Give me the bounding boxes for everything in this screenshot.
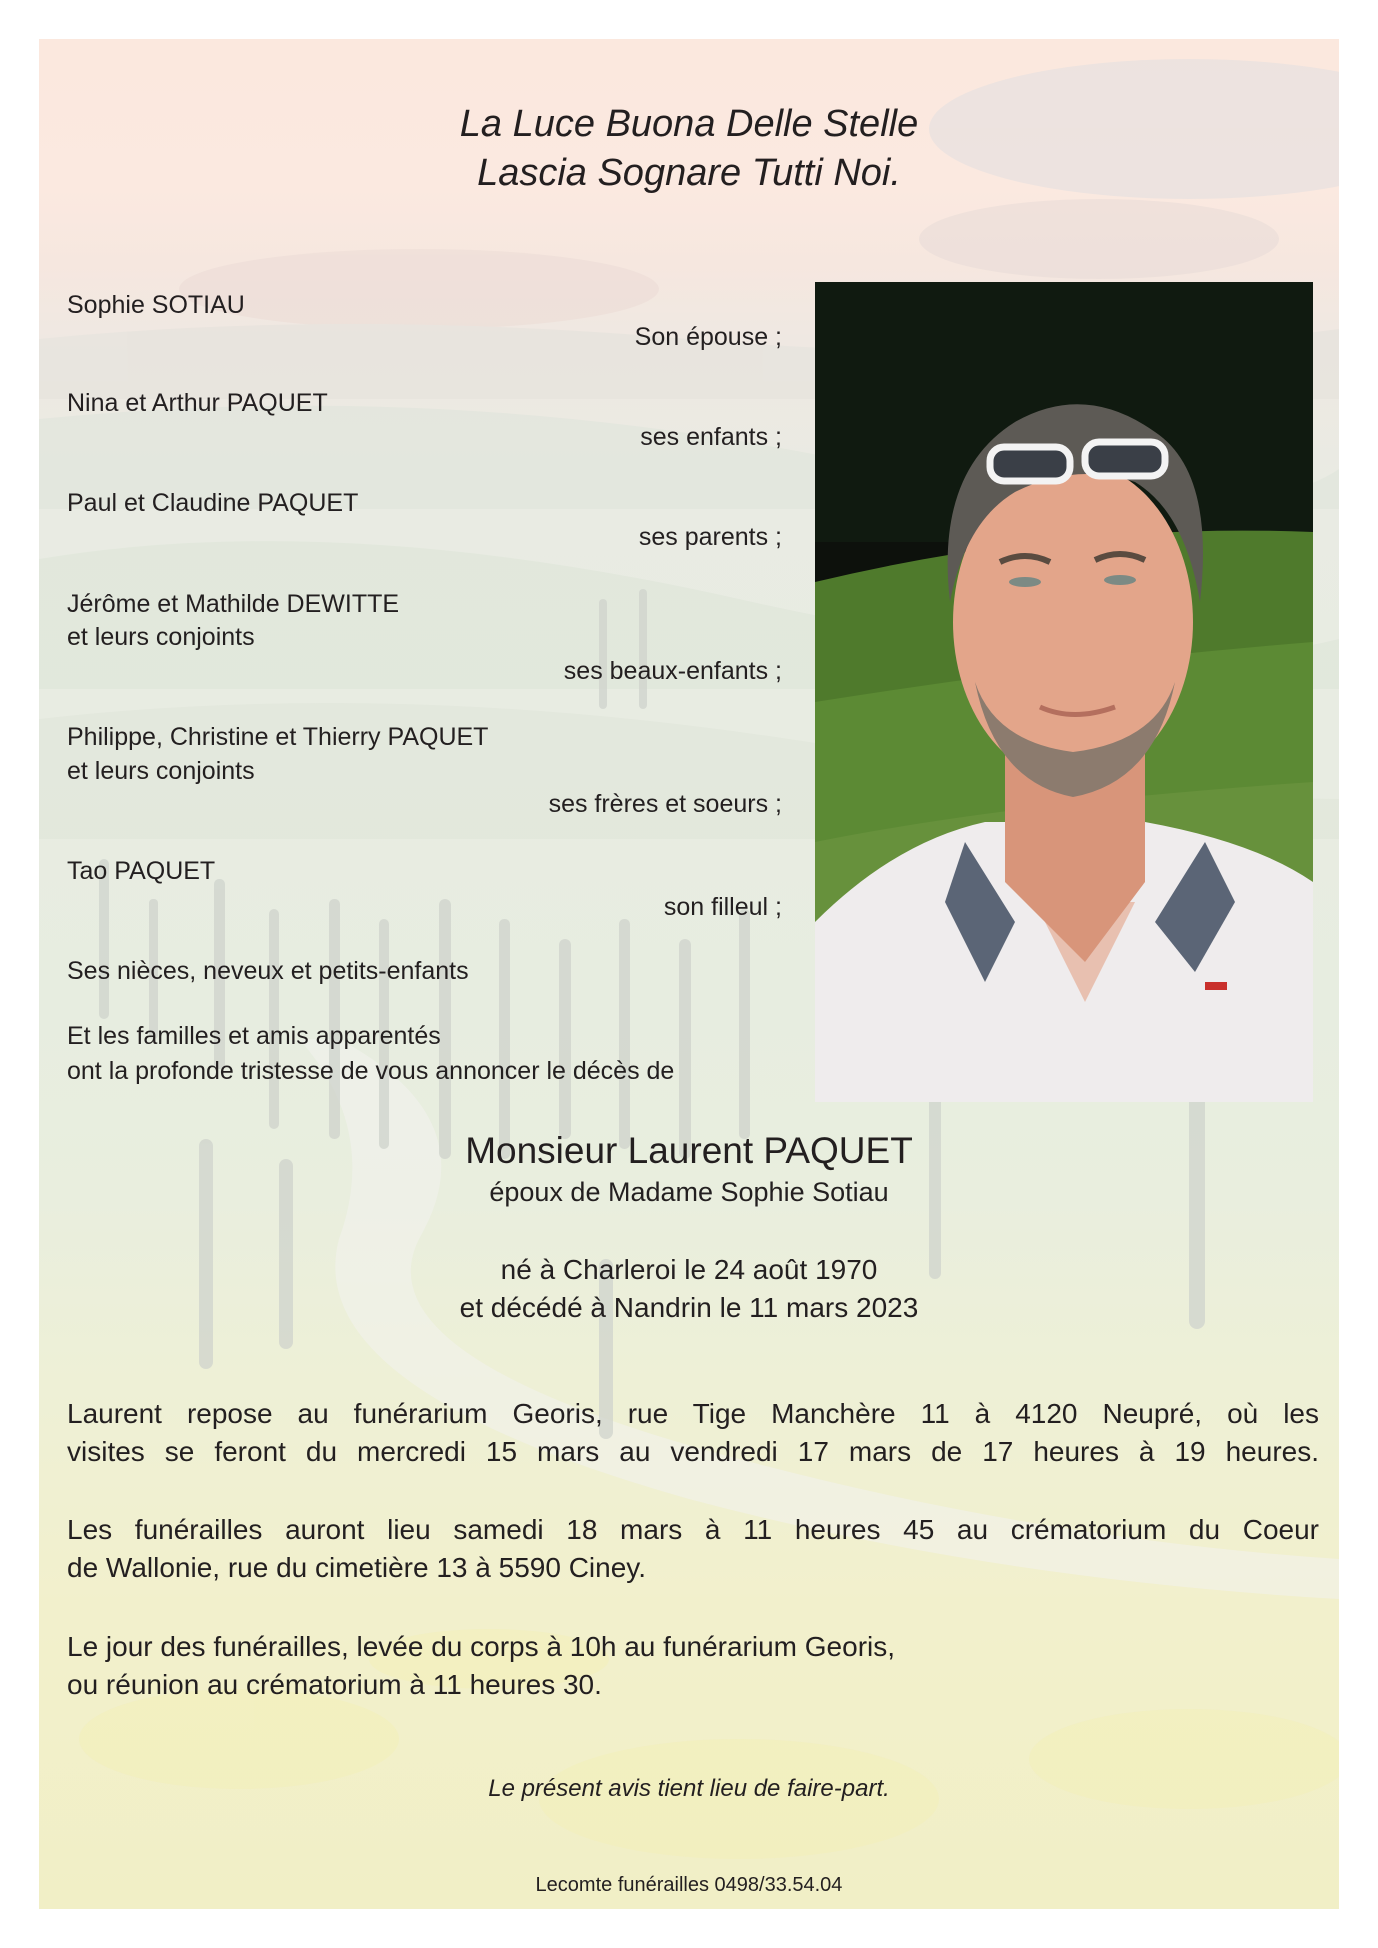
visitation-paragraph-line-2: visites se feront du mercredi 15 mars au vendredi 17 mars de 17 heures à 19 heures. [67,1436,1319,1467]
portrait-photo [815,282,1313,1102]
family-name: Philippe, Christine et Thierry PAQUET [67,723,489,751]
family-name: Sophie SOTIAU [67,291,245,319]
family-relation: Son épouse ; [634,323,782,351]
family-relation: ses parents ; [638,523,782,551]
family-relation: ses beaux-enfants ; [563,657,782,685]
family-relation: son filleul ; [663,893,782,921]
funeral-paragraph-line-2: de Wallonie, rue du cimetière 13 à 5590 Ciney. [67,1552,646,1583]
obituary-notice [39,39,1339,1909]
birth-info: né à Charleroi le 24 août 1970 [500,1254,878,1285]
death-info: et décédé à Nandrin le 11 mars 2023 [459,1292,919,1323]
announcement-line-2: ont la profonde tristesse de vous annoncer le décès de [67,1057,675,1085]
family-name-continuation: et leurs conjoints [67,757,255,785]
family-relation: ses frères et soeurs ; [548,790,782,818]
notice-text: Le présent avis tient lieu de faire-part. [488,1775,890,1802]
headline-line-1: La Luce Buona Delle Stelle [459,103,919,145]
family-relation: ses enfants ; [640,423,782,451]
funeral-paragraph-line-1: Les funérailles auront lieu samedi 18 mars à 11 heures 45 au crématorium du Coeur [67,1514,1319,1545]
headline-line-2: Lascia Sognare Tutti Noi. [477,152,901,194]
procession-paragraph-line-2: ou réunion au crématorium à 11 heures 30. [67,1669,602,1700]
funeral-home-credit: Lecomte funérailles 0498/33.54.04 [535,1874,843,1896]
family-name: Paul et Claudine PAQUET [67,489,359,517]
deceased-spouse: époux de Madame Sophie Sotiau [489,1177,889,1207]
visitation-paragraph-line-1: Laurent repose au funérarium Georis, rue Tige Manchère 11 à 4120 Neupré, où les [67,1398,1319,1429]
procession-paragraph-line-1: Le jour des funérailles, levée du corps à 10h au funérarium Georis, [67,1631,896,1662]
family-name: Jérôme et Mathilde DEWITTE [67,590,400,618]
family-name: Tao PAQUET [67,857,216,885]
family-name: Nina et Arthur PAQUET [67,389,328,417]
other-relatives: Ses nièces, neveux et petits-enfants [67,957,469,985]
announcement-line-1: Et les familles et amis apparentés [67,1022,441,1050]
family-name-continuation: et leurs conjoints [67,623,255,651]
deceased-name: Monsieur Laurent PAQUET [465,1130,913,1171]
